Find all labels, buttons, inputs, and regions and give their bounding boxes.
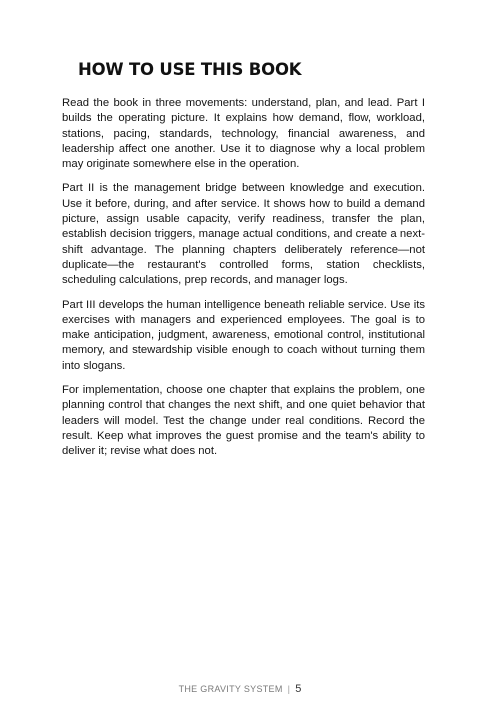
paragraph-1: Read the book in three movements: understand, plan, and lead. Part I builds the operating picture. It explains how demand, flow, workload, stations, pacing, standards, technology, financial awareness, and leadership affect one another. Use it to diagnose why a local problem may originate somewhere else in the operation. [62,97,425,171]
body-text [62,96,425,469]
running-title: THE GRAVITY SYSTEM [178,684,283,694]
paragraph-2: Part II is the management bridge between knowledge and execution. Use it before, during, and after service. It shows how to build a demand picture, assign usable capacity, verify readiness, transfer the plan, establish decision triggers, manage actual conditions, and create a next-shift advantage. The planning chapters deliberately reference—not duplicate—the restaurant's controlled forms, station checklists, scheduling calculations, prep records, and manager logs. [62,182,425,287]
footer-separator: | [287,684,291,694]
page-title: HOW TO USE THIS BOOK [78,60,302,79]
paragraph-3: Part III develops the human intelligence beneath reliable service. Use its exercises with managers and experienced employees. The goal is to make anticipation, judgment, awareness, emotional control, institutional memory, and stewardship visible enough to coach without turning them into slogans. [62,298,425,372]
page-footer [0,683,480,695]
page-number: 5 [295,683,302,695]
paragraph-4: For implementation, choose one chapter that explains the problem, one planning control that changes the next shift, and one quiet behavior that leaders will model. Test the change under real conditions. Record the result. Keep what improves the guest promise and the team's ability to deliver it; revise what does not. [62,384,425,458]
